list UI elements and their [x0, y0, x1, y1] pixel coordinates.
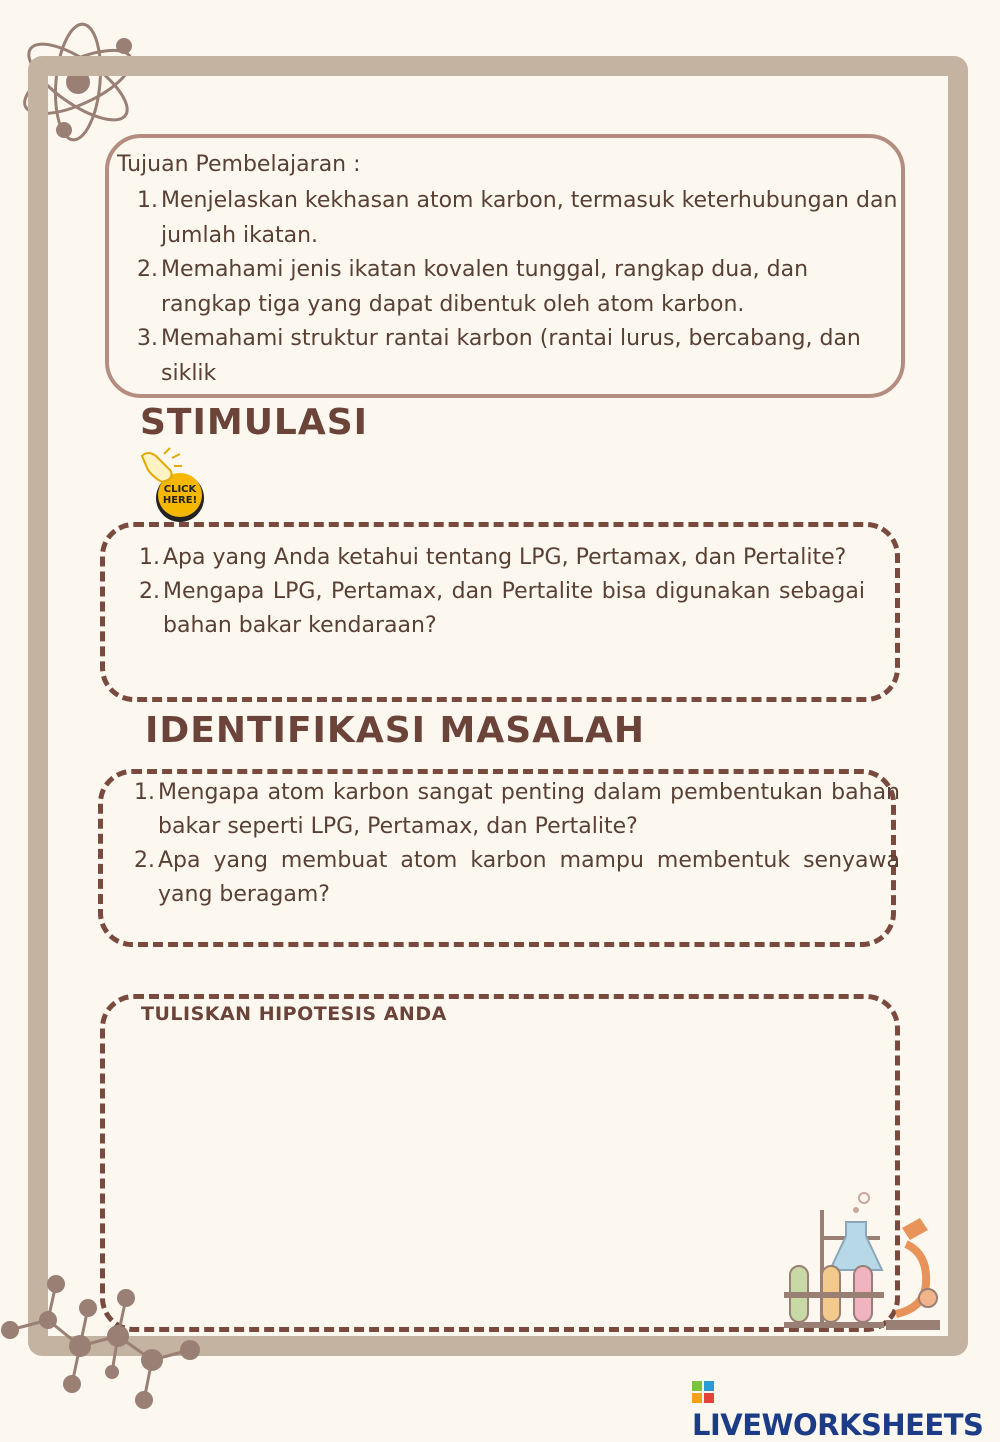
brand-text: LIVEWORKSHEETS — [692, 1408, 984, 1442]
liveworksheets-logo-icon — [692, 1381, 714, 1403]
list-item: 2. Mengapa LPG, Pertamax, dan Pertalite bisa digunakan sebagai bahan bakar kendaraan? — [139, 579, 865, 638]
objective-item: 1. Menjelaskan kekhasan atom karbon, termasuk keterhubungan dan jumlah ikatan. — [137, 188, 898, 248]
identifikasi-heading: IDENTIFIKASI MASALAH — [145, 710, 645, 751]
objectives-list — [137, 184, 901, 391]
list-item: 1. Mengapa atom karbon sangat penting dalam pembentukan bahan bakar seperti LPG, Pertamax, dan Pertalite? — [134, 780, 900, 839]
stimulasi-box — [100, 522, 900, 702]
objectives-box — [105, 134, 905, 398]
objective-item: 2. Memahami jenis ikatan kovalen tunggal, rangkap dua, dan rangkap tiga yang dapat dibentuk oleh atom karbon. — [137, 257, 809, 317]
list-item: 1. Apa yang Anda ketahui tentang LPG, Pertamax, dan Pertalite? — [139, 545, 847, 570]
click-here-button[interactable] — [138, 446, 208, 522]
stimulasi-questions — [139, 541, 865, 643]
hypothesis-label: TULISKAN HIPOTESIS ANDA — [141, 1003, 447, 1025]
lab-equipment-icon — [782, 1188, 942, 1334]
list-item: 2. Apa yang membuat atom karbon mampu membentuk senyawa yang beragam? — [134, 848, 900, 907]
click-label-line2: HERE! — [162, 495, 198, 506]
stimulasi-heading: STIMULASI — [140, 402, 369, 443]
click-here-icon — [138, 446, 208, 522]
liveworksheets-brand — [692, 1374, 1000, 1442]
hypothesis-input[interactable] — [100, 994, 900, 1332]
identifikasi-box — [98, 769, 900, 947]
objectives-title: Tujuan Pembelajaran : — [117, 152, 361, 177]
click-label-line1: CLICK — [163, 484, 197, 495]
objective-item: 3. Memahami struktur rantai karbon (rantai lurus, bercabang, dan siklik — [137, 326, 861, 386]
identifikasi-questions — [134, 776, 900, 912]
molecule-icon — [0, 1266, 210, 1414]
